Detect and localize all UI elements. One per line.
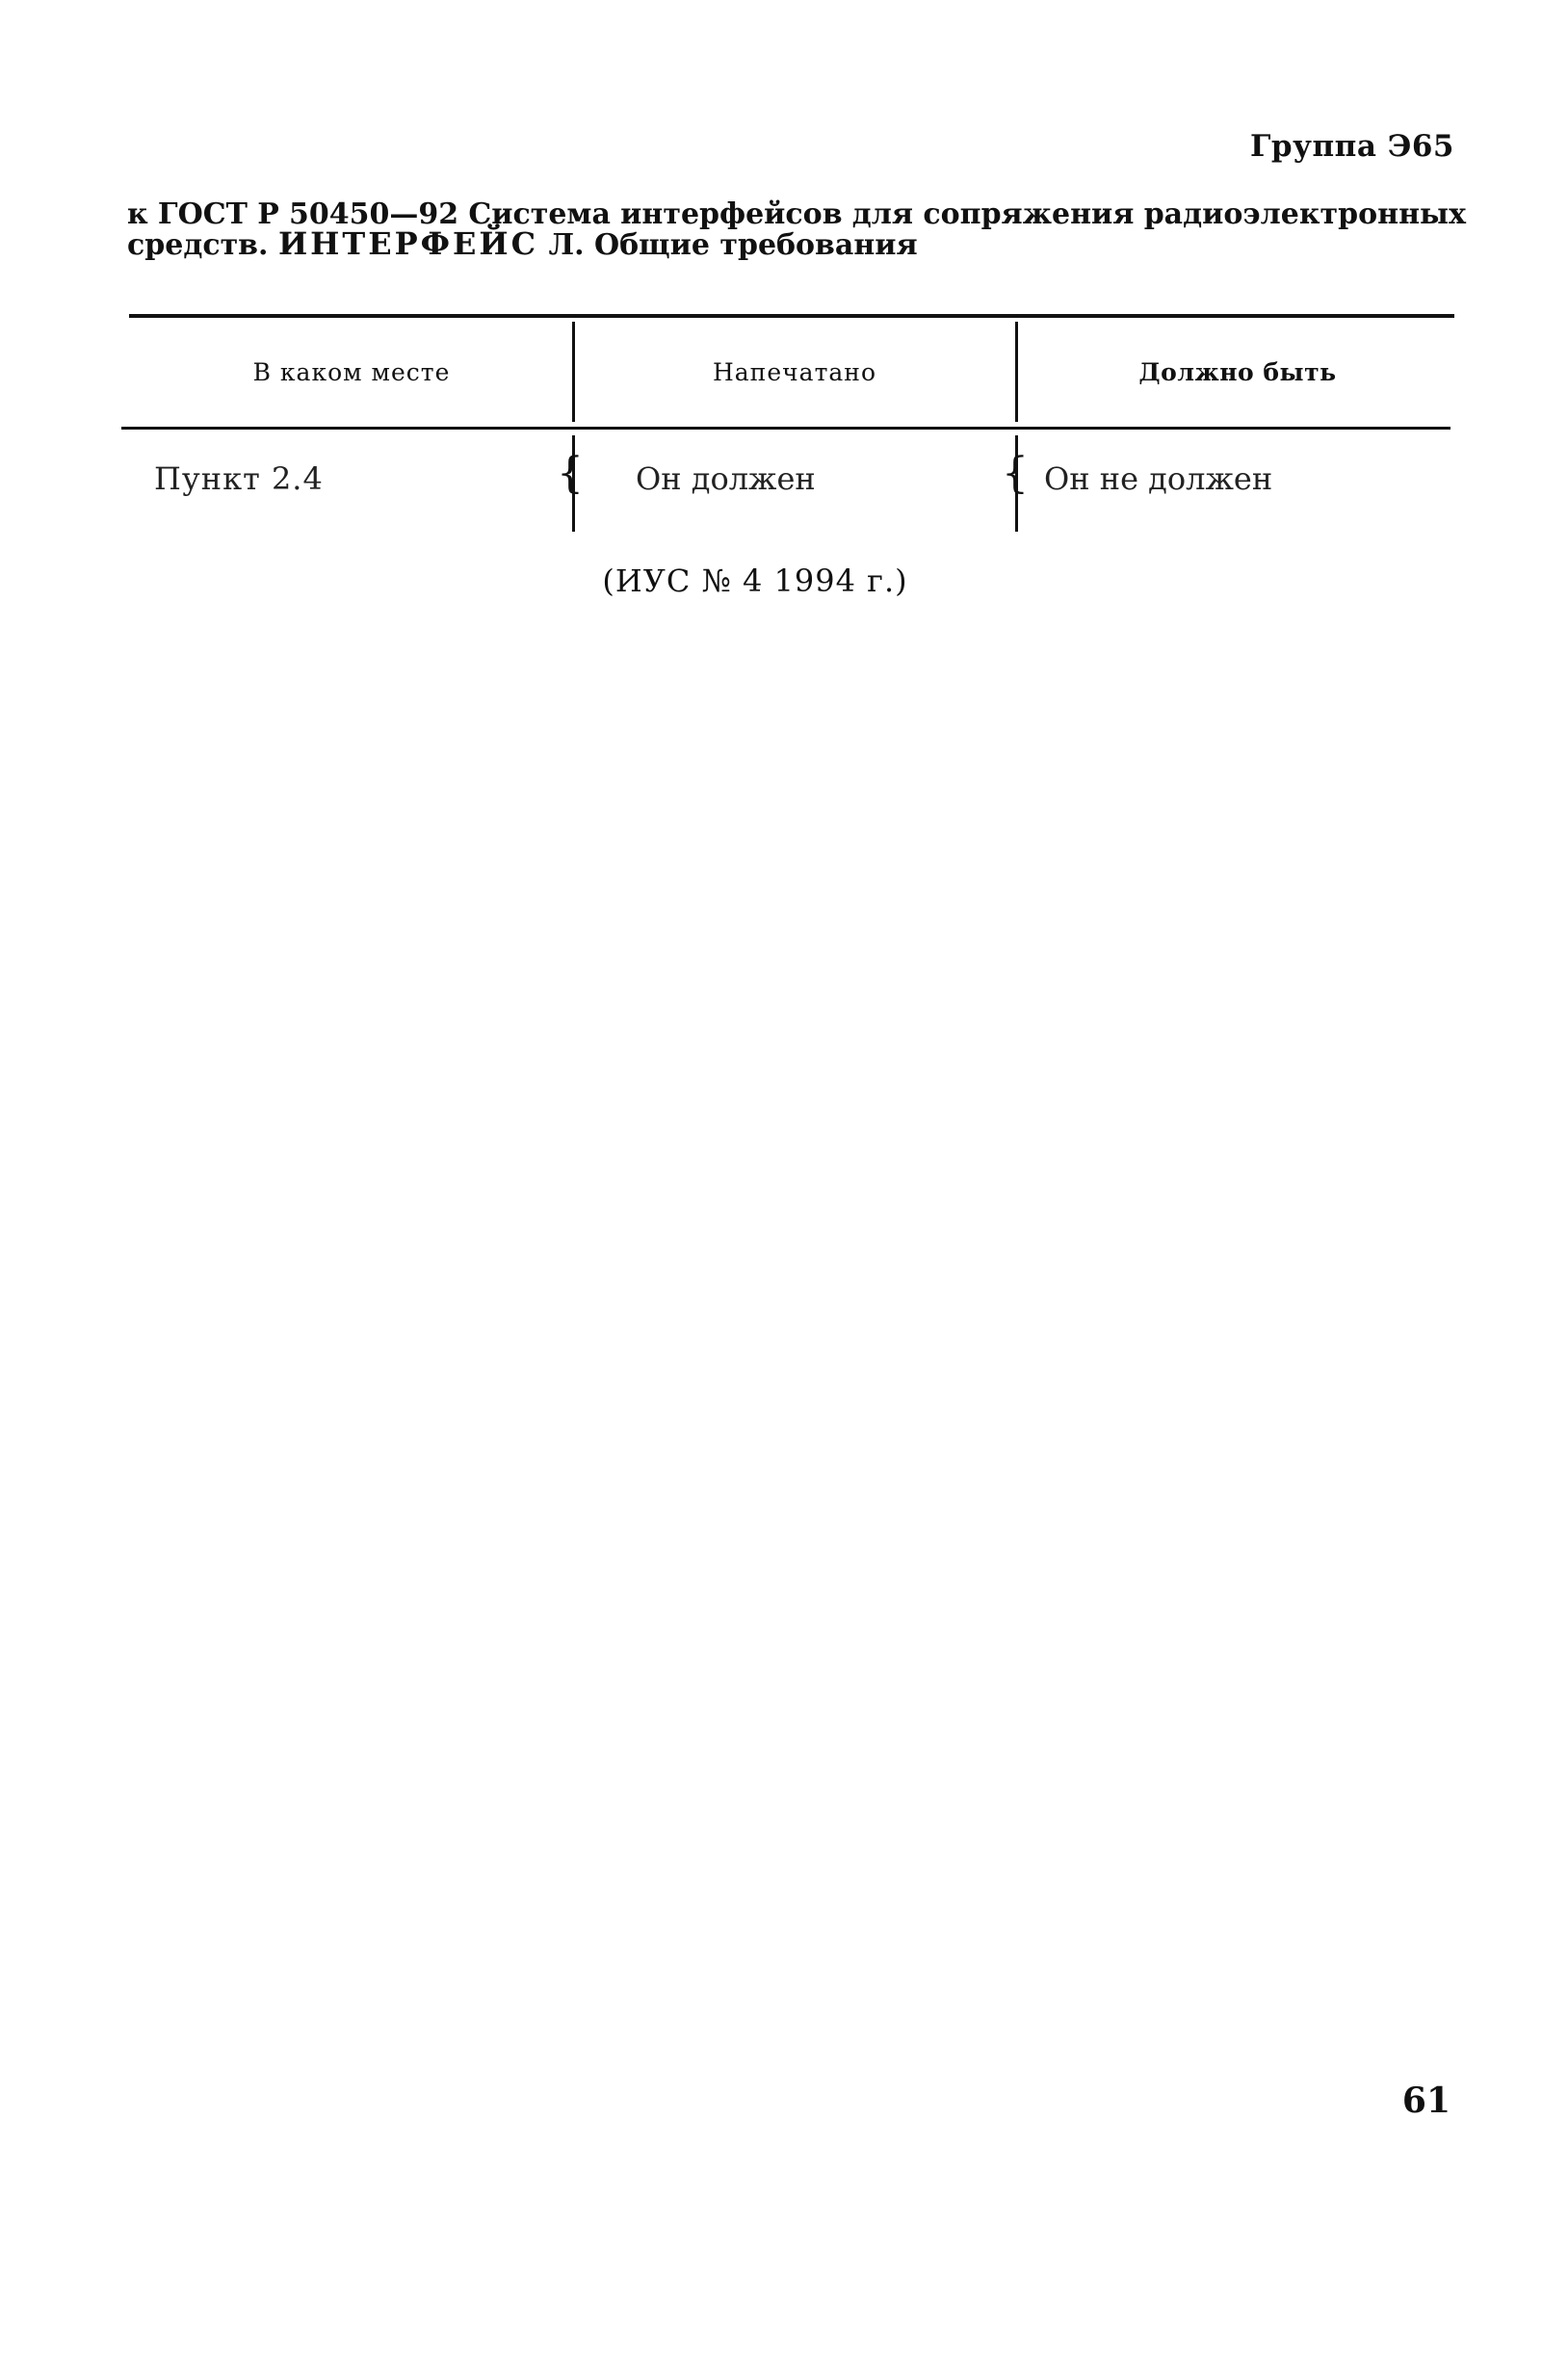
column-header-should-be: Должно быть <box>1138 358 1337 386</box>
title-word: Система <box>468 197 611 231</box>
title-word: Р <box>257 197 279 231</box>
column-header-printed: Напечатано <box>712 358 877 386</box>
title-word: 50450—92 <box>288 197 459 231</box>
title-line-2 <box>127 225 1466 262</box>
brace-mark: { <box>557 449 584 498</box>
title-word: радиоэлектронных <box>1143 197 1466 231</box>
group-label: Группа Э65 <box>1250 129 1454 164</box>
title-word: ГОСТ <box>157 197 248 231</box>
table-top-rule <box>129 314 1454 318</box>
title-interface-word: ИНТЕРФЕЙС <box>277 225 539 262</box>
column-header-location: В каком месте <box>252 358 451 386</box>
title-suffix: Л. Общие требования <box>548 228 918 262</box>
table-header-rule <box>121 427 1450 430</box>
title-word: интерфейсов <box>620 197 843 231</box>
source-reference-text: (ИУС № 4 1994 г.) <box>602 563 908 599</box>
title-word: сопряжения <box>923 197 1135 231</box>
brace-mark: { <box>1002 449 1029 498</box>
header-column-divider <box>572 322 575 422</box>
header-column-divider <box>1015 322 1018 422</box>
table-cell-should-be: Он не должен <box>1044 460 1273 497</box>
table-cell-printed: Он должен <box>636 460 816 497</box>
title-word: для <box>851 197 914 231</box>
table-cell-location: Пункт 2.4 <box>154 460 324 497</box>
page-number: 61 <box>1401 2080 1450 2121</box>
amendment-title <box>127 197 1466 262</box>
title-prefix: средств. <box>127 228 269 262</box>
title-word: к <box>127 197 148 231</box>
source-reference <box>0 563 1568 599</box>
